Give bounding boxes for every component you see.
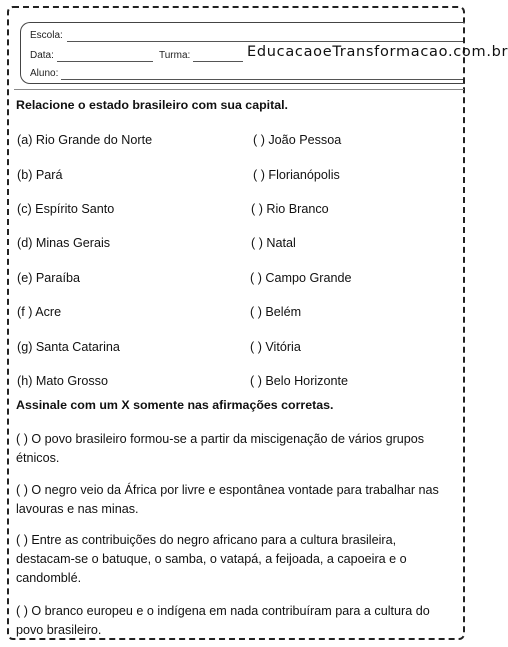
state-item: (h) Mato Grosso [17, 374, 108, 388]
turma-line[interactable] [193, 61, 243, 62]
capital-item[interactable]: ( ) Belo Horizonte [250, 374, 348, 388]
statement-item[interactable]: ( ) O negro veio da África por livre e espontânea vontade para trabalhar nas lavouras e nas minas. [16, 483, 439, 516]
statement-item[interactable]: ( ) O branco europeu e o indígena em nada contribuíram para a cultura do povo brasileiro. [16, 604, 430, 637]
state-item: (a) Rio Grande do Norte [17, 133, 153, 147]
state-item: (c) Espírito Santo [17, 202, 115, 216]
question-1-title: Relacione o estado brasileiro com sua capital. [16, 98, 289, 112]
state-item: (e) Paraíba [17, 271, 80, 285]
state-item: (b) Pará [17, 168, 63, 182]
aluno-line[interactable] [61, 79, 463, 80]
question-2-title: Assinale com um X somente nas afirmações corretas. [16, 398, 334, 412]
state-item: (d) Minas Gerais [17, 236, 111, 250]
capital-item[interactable]: ( ) Vitória [250, 340, 301, 354]
capital-item[interactable]: ( ) Campo Grande [250, 271, 352, 285]
state-item: (g) Santa Catarina [17, 340, 120, 354]
statement-item[interactable]: ( ) Entre as contribuições do negro africano para a cultura brasileira, destacam-se o batuque, o samba, o vatapá, a feijoada, a capoeira e o candomblé. [16, 533, 407, 585]
data-label: Data: [30, 50, 54, 61]
capital-item[interactable]: ( ) Belém [250, 305, 302, 319]
escola-label: Escola: [30, 30, 63, 41]
capital-item[interactable]: ( ) Florianópolis [253, 168, 340, 182]
capital-item[interactable]: ( ) Natal [251, 236, 296, 250]
aluno-label: Aluno: [30, 68, 59, 79]
escola-line[interactable] [67, 41, 463, 42]
website-watermark: EducacaoeTransformacao.com.br [247, 44, 508, 60]
statement-item[interactable]: ( ) O povo brasileiro formou-se a partir da miscigenação de vários grupos étnicos. [16, 432, 425, 465]
divider [14, 89, 464, 90]
capital-item[interactable]: ( ) Rio Branco [251, 202, 329, 216]
turma-label: Turma: [159, 50, 191, 61]
capital-item[interactable]: ( ) João Pessoa [253, 133, 342, 147]
data-line[interactable] [57, 61, 153, 62]
state-item: (f ) Acre [17, 305, 62, 319]
